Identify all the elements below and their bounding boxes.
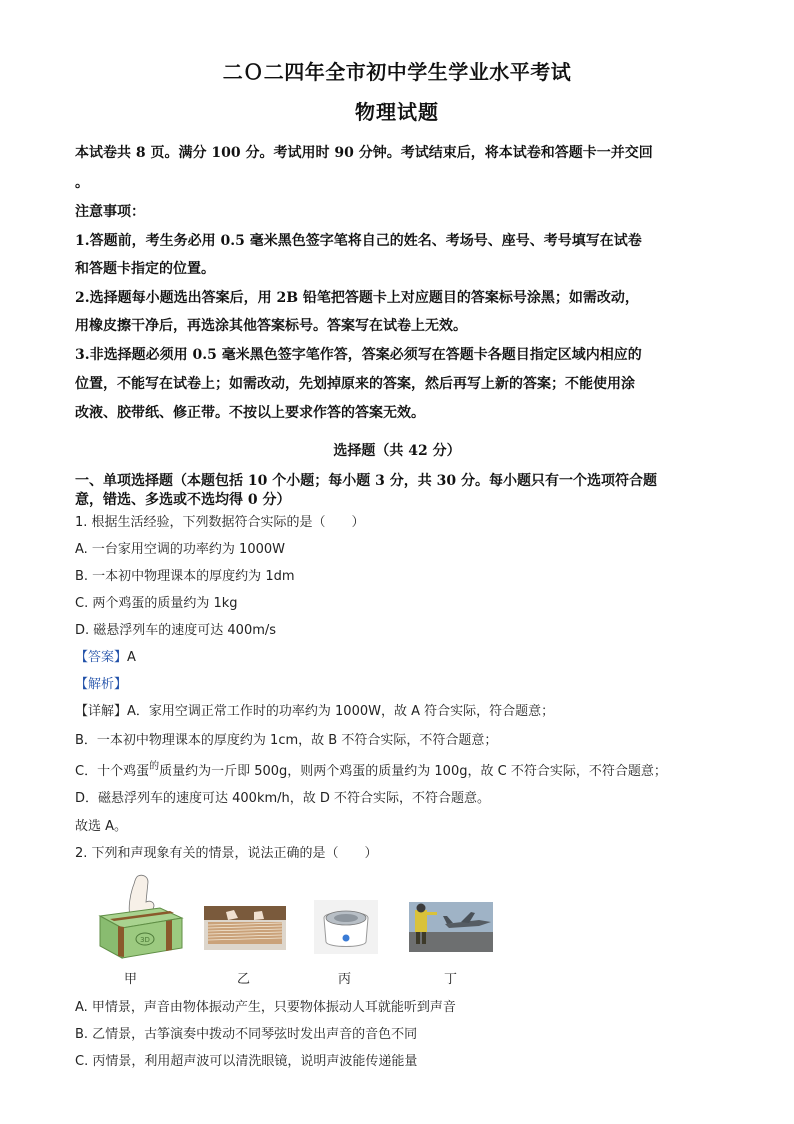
guzheng-top-panel: [204, 906, 286, 920]
crew-helmet: [417, 904, 426, 913]
q1-detail-b: B．一本初中物理课本的厚度约为 1cm，故 B 不符合实际，不符合题意；: [75, 733, 498, 748]
q1-option-d: D. 磁悬浮列车的速度可达 400m/s: [75, 623, 277, 638]
crew-vest: [415, 910, 427, 932]
notice-3c: 改液、胶带纸、修正带。不按以上要求作答的答案无效。: [75, 405, 425, 421]
crew-leg-right: [422, 932, 426, 944]
part-one-heading-a: 一、单项选择题（本题包括 10 个小题；每小题 3 分，共 30 分。每小题只有一个选项符合题: [75, 473, 657, 489]
figure-yi: [204, 906, 286, 950]
detail-c-text-1: C．十个鸡蛋: [75, 764, 150, 779]
notice-2b: 用橡皮擦干净后，再选涂其他答案标号。答案写在试卷上无效。: [75, 318, 467, 334]
crew-leg-left: [416, 932, 420, 944]
subject-title: 物理试题: [355, 100, 439, 124]
detail-c-sup: 的: [149, 761, 160, 772]
notice-3a: 3.非选择题必须用 0.5 毫米黑色签字笔作答，答案必须写在答题卡各题目指定区域内相应的: [75, 347, 642, 363]
caption-jia: 甲: [124, 972, 138, 987]
q1-detail-c: [75, 760, 667, 779]
q2-option-c: C. 丙情景，利用超声波可以清洗眼镜，说明声波能传递能量: [75, 1054, 418, 1069]
answer-value: A: [127, 650, 136, 665]
notice-1b: 和答题卡指定的位置。: [75, 261, 215, 277]
figure-bing: [314, 900, 378, 954]
q1-detail-d: D．磁悬浮列车的速度可达 400km/h，故 D 不符合实际，不符合题意。: [75, 791, 491, 806]
crew-arm: [427, 912, 437, 915]
intro-line-2: 。: [75, 175, 89, 191]
detail-a-text: A．家用空调正常工作时的功率约为 1000W，故 A 符合实际，符合题意；: [127, 704, 555, 719]
q2-option-b: B. 乙情景，古筝演奏中拨动不同琴弦时发出声音的音色不同: [75, 1027, 418, 1042]
cleaner-basket: [334, 914, 358, 922]
detail-label: 【详解】: [75, 704, 128, 719]
q1-conclusion: 故选 A。: [75, 819, 128, 834]
caption-bing: 丙: [338, 972, 352, 987]
q1-stem: 1. 根据生活经验，下列数据符合实际的是（ ）: [75, 515, 365, 530]
box-strap-left: [118, 926, 124, 957]
q2-stem: 2. 下列和声现象有关的情景，说法正确的是（ ）: [75, 846, 378, 861]
caption-yi: 乙: [237, 972, 251, 987]
cleaner-button-icon: [343, 935, 350, 942]
q1-option-c: C. 两个鸡蛋的质量约为 1kg: [75, 596, 238, 611]
q1-detail-a: [75, 700, 554, 719]
exam-title: 二Ｏ二四年全市初中学生学业水平考试: [222, 60, 572, 84]
q1-option-a: A. 一台家用空调的功率约为 1000W: [75, 542, 285, 557]
box-strap-right: [166, 920, 172, 951]
q1-option-b: B. 一本初中物理课本的厚度约为 1dm: [75, 569, 295, 584]
section-title: 选择题（共 42 分）: [333, 443, 461, 459]
intro-line-1: 本试卷共 8 页。满分 100 分。考试用时 90 分钟。考试结束后，将本试卷和答题卡一并交回: [75, 145, 653, 161]
notice-3b: 位置，不能写在试卷上；如需改动，先划掉原来的答案，然后再写上新的答案；不能使用涂: [75, 376, 635, 392]
box-logo-text: 3D: [140, 936, 150, 944]
notice-title: 注意事项：: [75, 204, 145, 220]
analysis-label: 【解析】: [75, 677, 128, 692]
deck: [409, 932, 493, 952]
answer-label: 【答案】: [75, 650, 128, 665]
figure-ding: [409, 902, 493, 952]
caption-ding: 丁: [444, 972, 458, 987]
notice-2a: 2.选择题每小题选出答案后，用 2B 铅笔把答题卡上对应题目的答案标号涂黑；如需改动，: [75, 290, 639, 306]
detail-c-text-2: 质量约为一斤即 500g，则两个鸡蛋的质量约为 100g，故 C 不符合实际，不符合题意；: [159, 764, 667, 779]
part-one-heading-b: 意，错选、多选或不选均得 0 分）: [75, 492, 291, 508]
notice-1a: 1.答题前，考生务必用 0.5 毫米黑色签字笔将自己的姓名、考场号、座号、考号填写在试卷: [75, 233, 642, 249]
figure-jia: [90, 872, 188, 960]
q2-option-a: A. 甲情景，声音由物体振动产生，只要物体振动人耳就能听到声音: [75, 1000, 456, 1015]
q1-answer: [75, 646, 136, 665]
